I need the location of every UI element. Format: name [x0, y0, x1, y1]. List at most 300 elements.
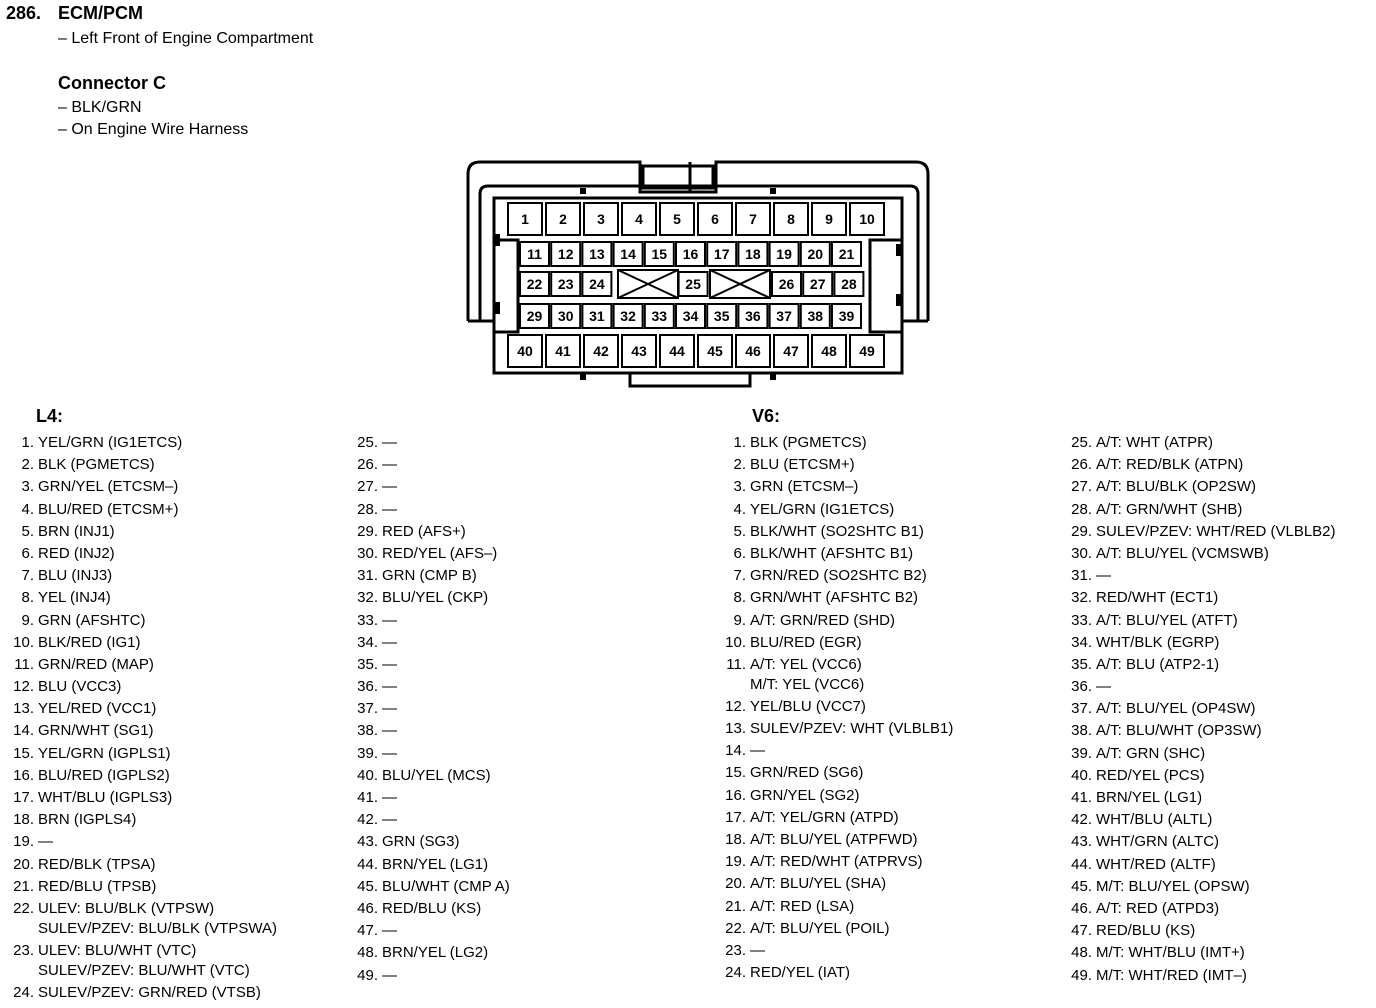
pin-number: 8.	[21, 589, 34, 607]
pin-description: A/T: RED/WHT (ATPRVS)	[750, 853, 923, 871]
pin-description: BLU/WHT (CMP A)	[382, 877, 510, 895]
pin-entry	[357, 699, 510, 721]
pin-number: 44.	[357, 855, 378, 873]
pin-description: YEL (INJ4)	[38, 589, 111, 607]
pin-entry	[357, 721, 510, 743]
pin-number: 5.	[733, 522, 746, 540]
pin-number: 30.	[357, 544, 378, 562]
pin-entry	[13, 832, 277, 854]
pin-description: BLU/RED (ETCSM+)	[38, 500, 179, 518]
pin-number: 48.	[1071, 944, 1092, 962]
pin-number: 38.	[357, 722, 378, 740]
pin-label: 27	[809, 276, 826, 292]
pin-number: 19.	[13, 833, 34, 851]
pin-number: 4.	[21, 500, 34, 518]
pin-entry	[13, 766, 277, 788]
pin-description: BLU/RED (EGR)	[750, 633, 862, 651]
pin-description: M/T: BLU/YEL (OPSW)	[1096, 877, 1250, 895]
pin-description: —	[382, 678, 397, 696]
pin-number: 32.	[1071, 589, 1092, 607]
pin-entry	[1071, 455, 1336, 477]
pin-number: 27.	[1071, 478, 1092, 496]
pin-description: GRN (CMP B)	[382, 567, 477, 585]
pin-number: 42.	[357, 811, 378, 829]
pin-number: 28.	[1071, 500, 1092, 518]
pin-entry	[1071, 766, 1336, 788]
pin-description: —	[382, 922, 397, 940]
pin-description: A/T: BLU/YEL (SHA)	[750, 875, 887, 893]
pin-entry	[733, 588, 953, 610]
pin-number: 2.	[733, 456, 746, 474]
pin-entry	[1071, 899, 1336, 921]
pin-entry	[725, 874, 953, 896]
pin-description: BLK/WHT (SO2SHTC B1)	[750, 522, 924, 540]
pin-entry	[357, 744, 510, 766]
pin-entry	[14, 655, 277, 677]
pin-entry	[733, 433, 953, 455]
pin-description: —	[382, 500, 397, 518]
pin-entry	[357, 500, 510, 522]
pin-description: —	[38, 833, 53, 851]
pin-entry	[13, 677, 277, 699]
pin-entry	[13, 877, 277, 899]
v6-pin-list-1	[725, 433, 954, 985]
pin-entry	[733, 544, 953, 566]
pin-label: 42	[593, 343, 609, 359]
pin-description: —	[382, 633, 397, 651]
pin-description: A/T: BLU/YEL (VCMSWB)	[1096, 544, 1269, 562]
pin-label: 15	[651, 246, 668, 262]
pin-description: A/T: RED (ATPD3)	[1096, 899, 1220, 917]
pin-entry	[21, 522, 277, 544]
pin-entry	[13, 810, 277, 832]
pin-entry	[13, 899, 277, 941]
pin-entry	[357, 477, 510, 499]
pin-description: RED/YEL (PCS)	[1096, 766, 1205, 784]
pin-description: GRN/WHT (SG1)	[38, 722, 154, 740]
pin-label: 22	[526, 276, 543, 292]
pin-number: 48.	[357, 944, 378, 962]
pin-number: 17.	[725, 808, 746, 826]
pin-label: 19	[776, 246, 792, 262]
pin-number: 3.	[733, 478, 746, 496]
pin-description: RED/WHT (ECT1)	[1096, 589, 1219, 607]
pin-entry	[357, 966, 510, 988]
pin-number: 33.	[1071, 611, 1092, 629]
pin-entry	[357, 566, 510, 588]
pin-number: 33.	[357, 611, 378, 629]
pin-entry	[733, 477, 953, 499]
pin-entry	[733, 566, 953, 588]
pin-label: 11	[527, 246, 542, 262]
pin-number: 47.	[1071, 922, 1092, 940]
pin-entry	[357, 832, 510, 854]
pin-number: 49.	[357, 966, 378, 984]
page-title: ECM/PCM	[58, 3, 143, 23]
pin-number: 9.	[21, 611, 34, 629]
pin-number: 15.	[13, 744, 34, 762]
pin-description: BRN/YEL (LG1)	[1096, 789, 1203, 806]
pin-description: YEL/GRN (IG1ETCS)	[38, 434, 183, 451]
pin-entry	[725, 633, 953, 655]
pin-description: —	[382, 966, 397, 984]
pin-entry	[725, 741, 953, 763]
pin-number: 22.	[13, 899, 34, 917]
pin-number: 31.	[357, 567, 378, 585]
pin-description: BLU (INJ3)	[38, 567, 113, 585]
pin-number: 10.	[13, 633, 34, 651]
pin-label: 21	[838, 246, 855, 262]
pin-label: 43	[631, 343, 647, 359]
pin-number: 14.	[725, 742, 746, 760]
pin-entry	[725, 919, 953, 941]
pin-description: GRN/WHT (AFSHTC B2)	[750, 589, 919, 607]
connector-title: Connector C	[58, 73, 166, 93]
pin-entry	[725, 719, 954, 741]
pin-entry	[13, 788, 277, 810]
pin-description: RED/YEL (IAT)	[750, 964, 851, 982]
pin-entry	[1071, 544, 1336, 566]
pin-number: 31.	[1071, 567, 1092, 585]
pin-entry	[1071, 721, 1336, 743]
pin-description: A/T: BLU/YEL (ATFT)	[1096, 611, 1238, 629]
pin-number: 10.	[725, 633, 746, 651]
pin-number: 47.	[357, 922, 378, 940]
pin-description: BLU (VCC3)	[38, 678, 122, 696]
section-number: 286.	[6, 3, 42, 23]
pin-number: 13.	[13, 700, 34, 718]
pin-description: —	[750, 941, 765, 959]
pin-number: 11.	[14, 655, 34, 673]
pin-entry	[725, 852, 953, 874]
pin-entry	[1071, 677, 1336, 699]
pin-description: —	[382, 700, 397, 718]
pin-number: 36.	[1071, 678, 1092, 696]
pin-description: —	[382, 456, 397, 474]
pin-number: 1.	[733, 434, 746, 451]
pin-description: GRN (ETCSM–)	[750, 478, 859, 496]
pin-label: 4	[635, 211, 643, 227]
pin-entry	[21, 588, 277, 610]
pin-entry	[13, 744, 277, 766]
pin-entry	[13, 855, 277, 877]
pin-description: RED/BLU (KS)	[1096, 922, 1196, 940]
pin-number: 16.	[725, 786, 746, 804]
pin-number: 9.	[733, 611, 746, 629]
pin-entry	[725, 763, 953, 785]
pin-number: 11.	[726, 655, 746, 673]
pin-label: 32	[620, 308, 636, 324]
pin-number: 26.	[357, 456, 378, 474]
pin-number: 18.	[13, 811, 34, 829]
pin-label: 45	[707, 343, 723, 359]
pin-entry	[357, 766, 510, 788]
pin-description: M/T: YEL (VCC6)	[750, 675, 865, 693]
pin-description: RED (INJ2)	[38, 544, 115, 562]
pin-label: 6	[711, 211, 719, 227]
pin-number: 37.	[1071, 700, 1092, 718]
pin-entry	[725, 786, 953, 808]
pin-entry	[357, 544, 510, 566]
pin-label: 49	[859, 343, 875, 359]
pin-label: 8	[787, 211, 795, 227]
pin-entry	[1071, 699, 1336, 721]
pin-description: RED/YEL (AFS–)	[382, 544, 498, 562]
pin-number: 7.	[733, 567, 746, 585]
pin-description: SULEV/PZEV: BLU/BLK (VTPSWA)	[38, 919, 277, 937]
pin-entry	[21, 500, 277, 522]
v6-heading: V6:	[752, 406, 781, 426]
pin-number: 6.	[21, 544, 34, 562]
pin-number: 39.	[1071, 744, 1092, 762]
pin-description: A/T: GRN (SHC)	[1096, 744, 1206, 762]
pin-entry	[357, 943, 510, 965]
pin-entry	[21, 477, 277, 499]
pin-description: A/T: BLU/WHT (OP3SW)	[1096, 722, 1262, 740]
pin-label: 26	[778, 276, 795, 292]
pin-description: BLU (ETCSM+)	[750, 456, 855, 474]
pin-number: 46.	[357, 899, 378, 917]
pin-label: 36	[745, 308, 761, 324]
pin-entry	[725, 808, 953, 830]
pin-label: 2	[559, 211, 567, 227]
pin-number: 5.	[21, 522, 34, 540]
pin-label: 30	[557, 308, 574, 324]
pin-description: BRN/YEL (LG2)	[382, 944, 489, 962]
pin-entry	[13, 721, 277, 743]
pin-label: 20	[807, 246, 824, 262]
pin-description: GRN/RED (MAP)	[38, 655, 154, 673]
pin-label: 34	[682, 308, 699, 324]
pin-entry	[1071, 433, 1336, 455]
pin-number: 34.	[1071, 633, 1092, 651]
l4-heading: L4:	[36, 406, 63, 426]
pin-description: A/T: BLU/YEL (OP4SW)	[1096, 700, 1256, 718]
pin-grid	[508, 203, 884, 367]
pin-number: 20.	[13, 855, 34, 873]
pin-entry	[725, 697, 953, 719]
pin-description: SULEV/PZEV: BLU/WHT (VTC)	[38, 961, 250, 979]
pin-number: 40.	[1071, 766, 1092, 784]
pin-description: BLU/RED (IGPLS2)	[38, 766, 170, 784]
pin-number: 7.	[21, 567, 34, 585]
pin-description: GRN/YEL (ETCSM–)	[38, 478, 179, 496]
v6-pin-list-2	[1071, 433, 1336, 988]
pin-entry	[357, 633, 510, 655]
pin-description: A/T: WHT (ATPR)	[1096, 434, 1213, 451]
pin-label: 47	[783, 343, 799, 359]
pin-number: 8.	[733, 589, 746, 607]
location-text: – Left Front of Engine Compartment	[58, 30, 314, 47]
pin-label: 31	[589, 308, 605, 324]
pin-description: A/T: RED (LSA)	[750, 897, 855, 915]
pin-label: 48	[821, 343, 837, 359]
pin-entry	[13, 983, 277, 1005]
pin-description: GRN/RED (SG6)	[750, 764, 864, 782]
pin-entry	[725, 897, 953, 919]
pin-number: 39.	[357, 744, 378, 762]
pin-description: —	[1096, 678, 1111, 696]
pin-label: 17	[713, 246, 730, 262]
pin-number: 40.	[357, 766, 378, 784]
pin-label: 25	[685, 276, 701, 292]
pin-description: WHT/GRN (ALTC)	[1096, 833, 1220, 851]
pin-entry	[357, 921, 510, 943]
pin-entry	[1071, 588, 1336, 610]
pin-label: 23	[557, 276, 574, 292]
pin-entry	[21, 566, 277, 588]
pin-entry	[357, 455, 510, 477]
pin-number: 1.	[21, 434, 34, 451]
connector-color: – BLK/GRN	[58, 99, 142, 116]
pin-number: 45.	[1071, 877, 1092, 895]
pin-entry	[733, 522, 953, 544]
pin-label: 33	[651, 308, 668, 324]
pin-description: A/T: BLU/YEL (ATPFWD)	[750, 831, 918, 848]
pin-number: 45.	[357, 877, 378, 895]
pin-entry	[1071, 877, 1336, 899]
pin-number: 29.	[357, 522, 378, 540]
pin-number: 38.	[1071, 722, 1092, 740]
pin-number: 3.	[21, 478, 34, 496]
pin-number: 26.	[1071, 456, 1092, 474]
pin-label: 46	[745, 343, 761, 359]
pin-description: GRN/YEL (SG2)	[750, 786, 860, 804]
pin-label: 37	[776, 308, 792, 324]
pin-entry	[1071, 788, 1336, 810]
pin-entry	[733, 455, 953, 477]
pin-entry	[726, 655, 953, 697]
pin-entry	[357, 899, 510, 921]
pin-entry	[357, 855, 510, 877]
pin-description: —	[382, 744, 397, 762]
pin-description: BLK (PGMETCS)	[38, 456, 155, 474]
pin-entry	[725, 963, 953, 985]
pin-number: 15.	[725, 764, 746, 782]
pin-description: RED/BLU (TPSB)	[38, 877, 157, 895]
pin-entry	[13, 699, 277, 721]
pin-description: —	[382, 655, 397, 673]
pin-number: 34.	[357, 633, 378, 651]
pin-label: 24	[589, 276, 605, 292]
pin-description: —	[382, 478, 397, 496]
pin-entry	[13, 633, 277, 655]
pin-description: YEL/RED (VCC1)	[38, 700, 157, 718]
pin-number: 43.	[357, 833, 378, 851]
pin-description: BRN/YEL (LG1)	[382, 855, 489, 873]
pin-entry	[733, 611, 953, 633]
pin-entry	[1071, 566, 1336, 588]
pin-number: 41.	[1071, 789, 1092, 806]
pin-description: SULEV/PZEV: GRN/RED (VTSB)	[38, 983, 261, 1001]
pin-description: —	[382, 722, 397, 740]
pin-description: SULEV/PZEV: WHT (VLBLB1)	[750, 720, 954, 738]
pin-description: M/T: WHT/BLU (IMT+)	[1096, 944, 1245, 962]
pin-number: 20.	[725, 875, 746, 893]
pin-number: 43.	[1071, 833, 1092, 851]
pin-description: A/T: YEL (VCC6)	[750, 655, 862, 673]
pin-description: BLU/YEL (CKP)	[382, 589, 489, 607]
l4-pin-list-1	[13, 433, 277, 1005]
pin-entry	[13, 941, 277, 983]
pin-number: 35.	[1071, 655, 1092, 673]
pin-entry	[357, 433, 510, 455]
pin-entry	[21, 544, 277, 566]
pin-entry	[725, 830, 953, 852]
pin-entry	[357, 655, 510, 677]
pin-number: 12.	[725, 697, 746, 715]
pin-number: 4.	[733, 500, 746, 518]
pin-description: BRN (INJ1)	[38, 522, 115, 540]
pin-entry	[1071, 943, 1336, 965]
pin-entry	[1071, 832, 1336, 854]
pin-number: 30.	[1071, 544, 1092, 562]
pin-entry	[21, 433, 277, 455]
pin-entry	[357, 611, 510, 633]
pin-label: 29	[526, 308, 543, 324]
connector-harness: – On Engine Wire Harness	[58, 121, 249, 138]
pin-label: 1	[521, 211, 529, 227]
pin-entry	[357, 788, 510, 810]
pin-label: 38	[807, 308, 824, 324]
pin-description: SULEV/PZEV: WHT/RED (VLBLB2)	[1096, 522, 1336, 540]
pin-entry	[1071, 611, 1336, 633]
pin-entry	[357, 522, 510, 544]
pin-entry	[1071, 633, 1336, 655]
pin-number: 32.	[357, 589, 378, 607]
pin-label: 5	[673, 211, 681, 227]
pin-number: 36.	[357, 678, 378, 696]
pin-number: 44.	[1071, 855, 1092, 873]
pin-label: 10	[859, 211, 875, 227]
pin-description: WHT/BLU (IGPLS3)	[38, 789, 173, 806]
pin-number: 29.	[1071, 522, 1092, 540]
pin-description: WHT/RED (ALTF)	[1096, 855, 1216, 873]
pin-description: BRN (IGPLS4)	[38, 811, 137, 829]
pin-entry	[1071, 477, 1336, 499]
pin-label: 3	[597, 211, 605, 227]
pin-number: 2.	[21, 456, 34, 474]
pin-description: BLK (PGMETCS)	[750, 434, 867, 451]
pin-description: A/T: BLU/BLK (OP2SW)	[1096, 478, 1257, 496]
pin-label: 44	[669, 343, 685, 359]
pin-description: M/T: WHT/RED (IMT–)	[1096, 966, 1247, 984]
pin-description: RED (AFS+)	[382, 522, 466, 540]
pin-entry	[1071, 921, 1336, 943]
pin-description: A/T: GRN/WHT (SHB)	[1096, 500, 1243, 518]
pin-entry	[1071, 966, 1336, 988]
pin-description: —	[382, 611, 397, 629]
pin-entry	[1071, 655, 1336, 677]
pin-description: RED/BLK (TPSA)	[38, 855, 156, 873]
pin-description: —	[382, 434, 397, 451]
pin-description: —	[382, 811, 397, 829]
pin-label: 28	[841, 276, 857, 292]
pin-number: 14.	[13, 722, 34, 740]
pin-number: 16.	[13, 766, 34, 784]
pin-label: 16	[682, 246, 699, 262]
pin-label: 13	[589, 246, 605, 262]
pin-number: 46.	[1071, 899, 1092, 917]
pin-entry	[1071, 522, 1336, 544]
pin-number: 24.	[725, 964, 746, 982]
connector-diagram	[460, 158, 940, 394]
pin-number: 12.	[13, 678, 34, 696]
pin-entry	[1071, 855, 1336, 877]
pin-description: GRN (SG3)	[382, 833, 460, 851]
pin-label: 9	[825, 211, 833, 227]
pin-number: 35.	[357, 655, 378, 673]
